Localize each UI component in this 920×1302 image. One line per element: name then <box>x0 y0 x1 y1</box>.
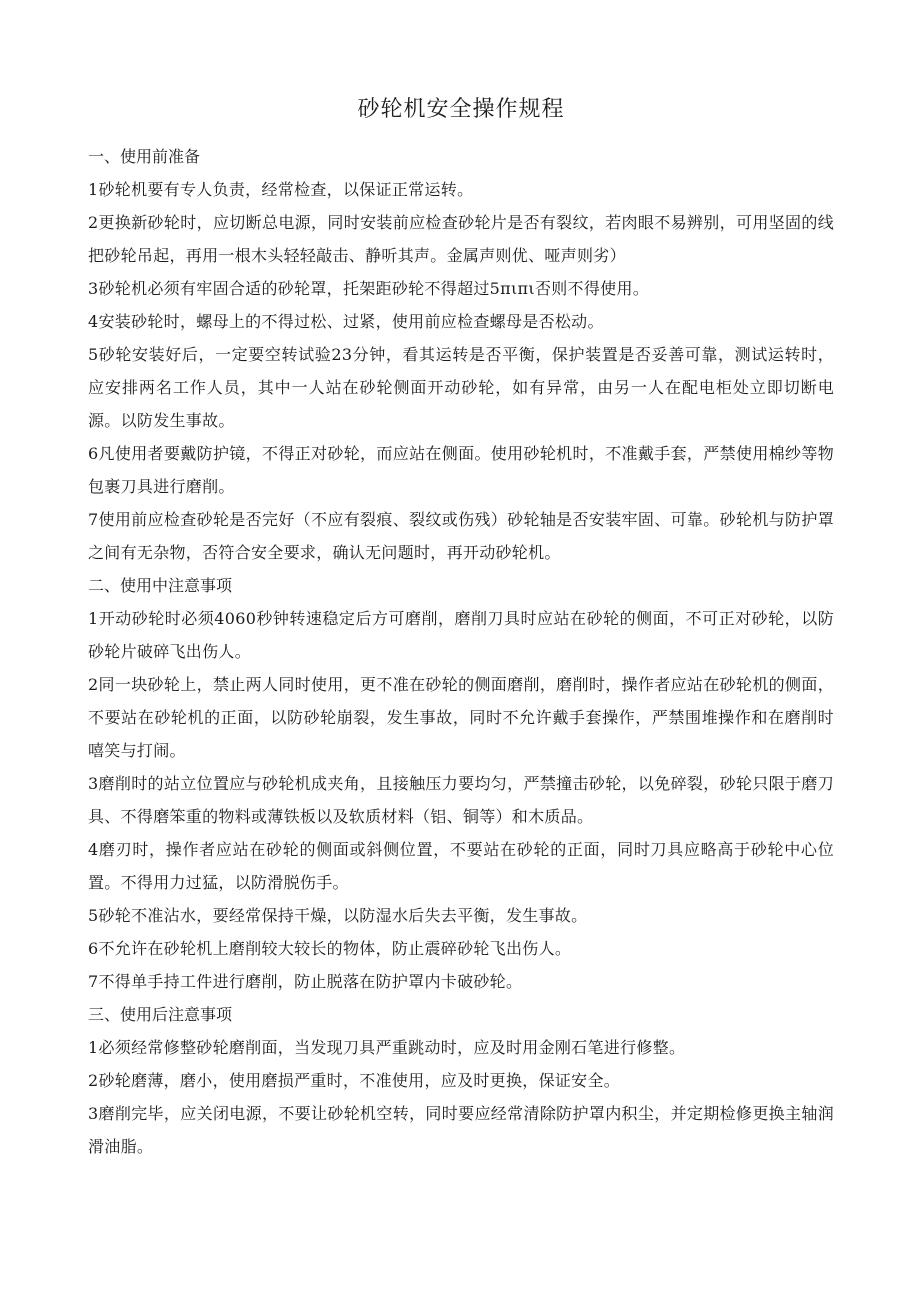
list-item: 6凡使用者要戴防护镜，不得正对砂轮，而应站在侧面。使用砂轮机时，不准戴手套，严禁使用棉纱等物包裹刀具进行磨削。 <box>88 444 834 496</box>
list-item: 1必须经常修整砂轮磨削面，当发现刀具严重跳动时，应及时用金刚石笔进行修整。 <box>88 1038 686 1057</box>
page-title: 砂轮机安全操作规程 <box>357 97 565 122</box>
section-after-use <box>88 998 834 1163</box>
list-item: 1砂轮机要有专人负责，经常检查，以保证正常运转。 <box>88 180 474 199</box>
list-item: 2砂轮磨薄，磨小，使用磨损严重时，不准使用，应及时更换，保证安全。 <box>88 1071 621 1090</box>
list-item: 6不允许在砂轮机上磨削较大较长的物体，防止震碎砂轮飞出伤人。 <box>88 939 572 958</box>
list-item: 7使用前应检查砂轮是否完好（不应有裂痕、裂纹或伤残）砂轮轴是否安装牢固、可靠。砂轮机与防护罩之间有无杂物，否符合安全要求，确认无问题时，再开动砂轮机。 <box>88 510 834 562</box>
list-item: 3磨削时的站立位置应与砂轮机成夹角，且接触压力要均匀，严禁撞击砂轮，以免碎裂，砂轮只限于磨刀具、不得磨笨重的物料或薄铁板以及软质材料（铝、铜等）和木质品。 <box>88 774 834 826</box>
list-item: 5砂轮不准沾水，要经常保持干燥，以防湿水后失去平衡，发生事故。 <box>88 906 588 925</box>
document-page <box>88 92 834 1163</box>
list-item: 5砂轮安装好后，一定要空转试验23分钟，看其运转是否平衡，保护装置是否妥善可靠，测试运转时，应安排两名工作人员，其中一人站在砂轮侧面开动砂轮，如有异常，由另一人在配电柜处立即切断电源。以防发生事故。 <box>88 345 834 430</box>
list-item: 1开动砂轮时必须4060秒钟转速稳定后方可磨削，磨削刀具时应站在砂轮的侧面，不可正对砂轮，以防砂轮片破碎飞出伤人。 <box>88 609 834 661</box>
list-item: 4磨刃时，操作者应站在砂轮的侧面或斜侧位置，不要站在砂轮的正面，同时刀具应略高于砂轮中心位置。不得用力过猛，以防滑脱伤手。 <box>88 840 834 892</box>
list-item: 3砂轮机必须有牢固合适的砂轮罩，托架距砂轮不得超过5πιπι否则不得使用。 <box>88 279 650 298</box>
section-before-use <box>88 140 834 569</box>
list-item: 2更换新砂轮时，应切断总电源，同时安装前应检查砂轮片是否有裂纹，若肉眼不易辨别，可用坚固的线把砂轮吊起，再用一根木头轻轻敲击、静听其声。金属声则优、哑声则劣） <box>88 213 834 265</box>
section-heading: 三、使用后注意事项 <box>88 1005 233 1024</box>
section-during-use <box>88 569 834 998</box>
list-item: 3磨削完毕，应关闭电源，不要让砂轮机空转，同时要应经常清除防护罩内积尘，并定期检修更换主轴润滑油脂。 <box>88 1104 834 1156</box>
list-item: 4安装砂轮时，螺母上的不得过松、过紧，使用前应检查螺母是否松动。 <box>88 312 604 331</box>
list-item: 2同一块砂轮上，禁止两人同时使用，更不准在砂轮的侧面磨削，磨削时，操作者应站在砂轮机的侧面，不要站在砂轮机的正面，以防砂轮崩裂，发生事故，同时不允许戴手套操作，严禁围堆操作和在磨削时嘻笑与打闹。 <box>88 675 834 760</box>
section-heading: 一、使用前准备 <box>88 147 201 166</box>
list-item: 7不得单手持工件进行磨削，防止脱落在防护罩内卡破砂轮。 <box>88 972 523 991</box>
section-heading: 二、使用中注意事项 <box>88 576 233 595</box>
